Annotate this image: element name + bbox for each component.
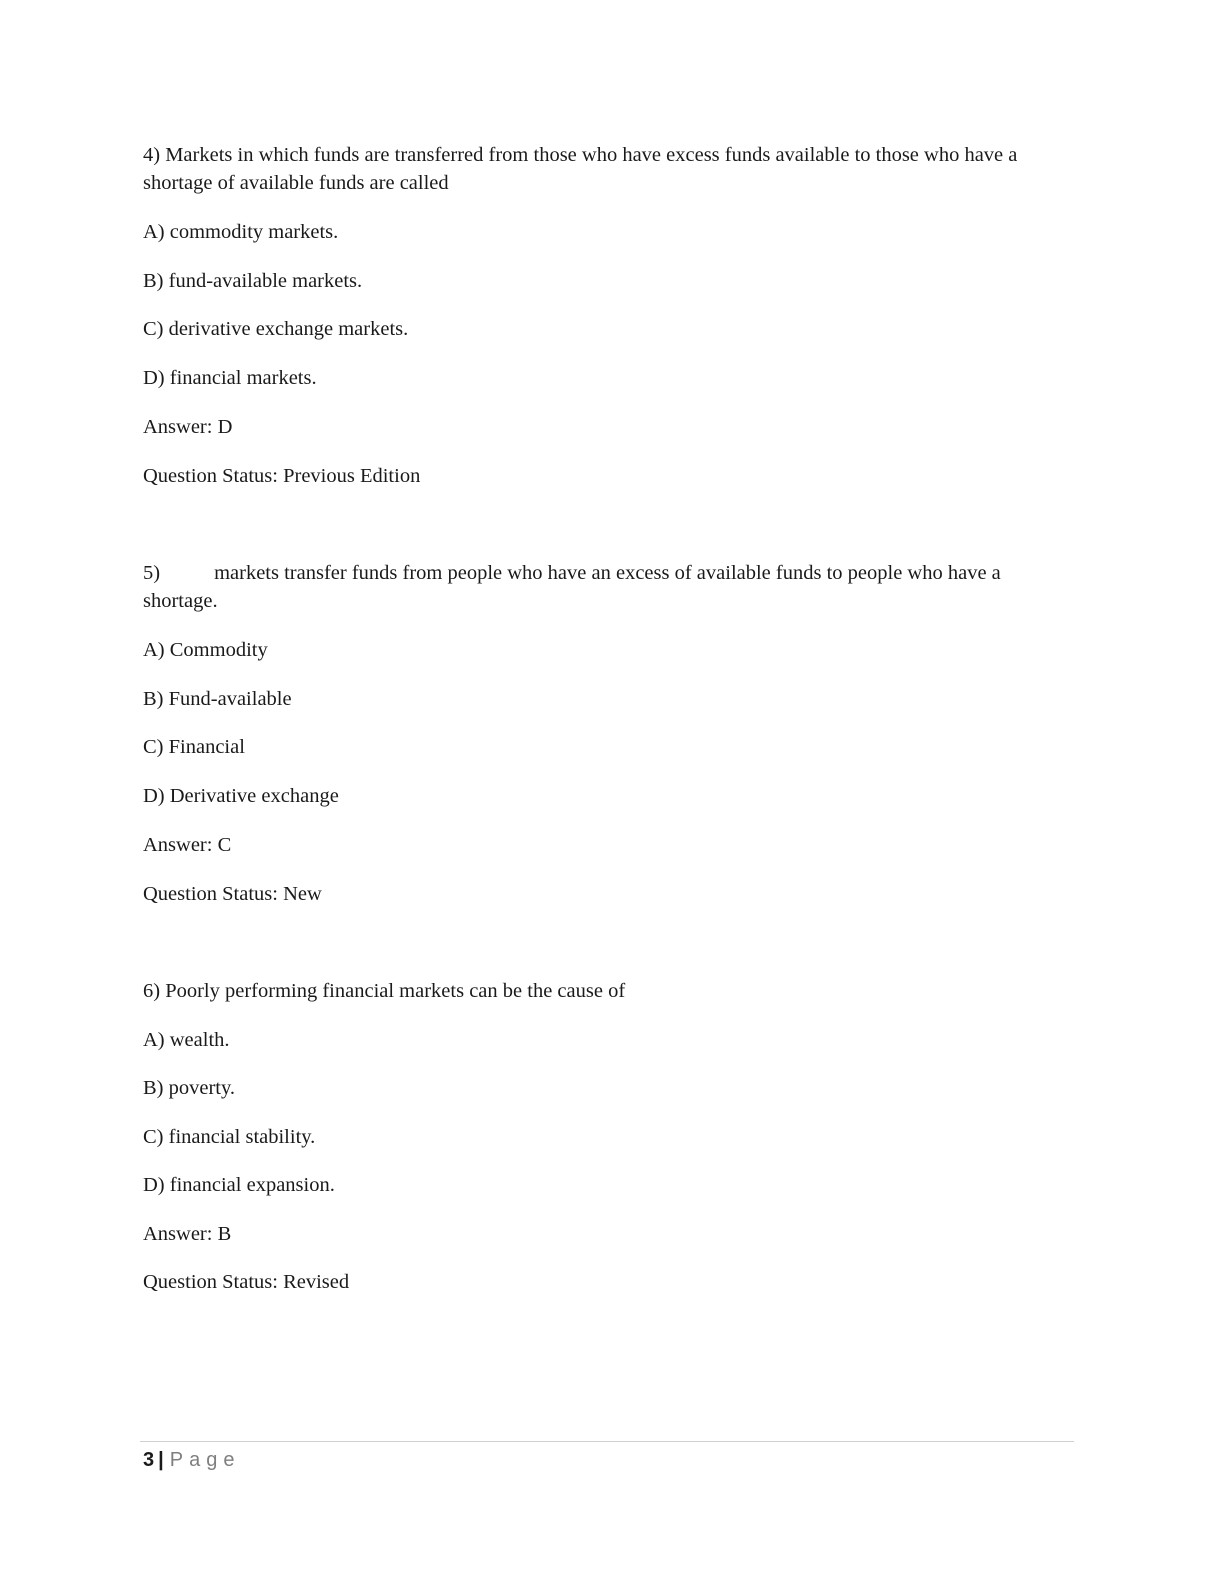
page-number: 3: [143, 1449, 155, 1471]
question-number: 4): [143, 144, 161, 166]
footer-separator: |: [158, 1449, 164, 1471]
question-stem: [143, 141, 1073, 197]
option-b: B) Fund-available: [143, 688, 292, 710]
answer: Answer: B: [143, 1223, 232, 1245]
question-text: Markets in which funds are transferred from those who have excess funds available to those who have a shortage of available funds are called: [143, 144, 1018, 194]
page-label: Page: [169, 1449, 241, 1471]
question-status: Question Status: Revised: [143, 1271, 350, 1293]
option-a: A) Commodity: [143, 639, 268, 661]
option-b: B) poverty.: [143, 1077, 236, 1099]
page-footer: [143, 1446, 240, 1474]
answer: Answer: C: [143, 834, 232, 856]
question-text: Poorly performing financial markets can be the cause of: [165, 980, 626, 1002]
footer-divider: [140, 1441, 1074, 1442]
option-d: D) Derivative exchange: [143, 785, 339, 807]
option-c: C) derivative exchange markets.: [143, 318, 409, 340]
option-a: A) commodity markets.: [143, 221, 339, 243]
option-d: D) financial markets.: [143, 367, 317, 389]
option-d: D) financial expansion.: [143, 1174, 335, 1196]
question-number: 6): [143, 980, 161, 1002]
question-number: 5): [143, 562, 161, 584]
option-c: C) Financial: [143, 736, 245, 758]
question-stem: [143, 559, 1073, 615]
option-a: A) wealth.: [143, 1029, 230, 1051]
question-status: Question Status: New: [143, 883, 322, 905]
question-text: markets transfer funds from people who have an excess of available funds to people who have a shortage.: [143, 562, 1001, 612]
option-b: B) fund-available markets.: [143, 270, 363, 292]
question-stem: [143, 977, 1073, 1005]
answer: Answer: D: [143, 416, 233, 438]
option-c: C) financial stability.: [143, 1126, 316, 1148]
question-status: Question Status: Previous Edition: [143, 465, 421, 487]
